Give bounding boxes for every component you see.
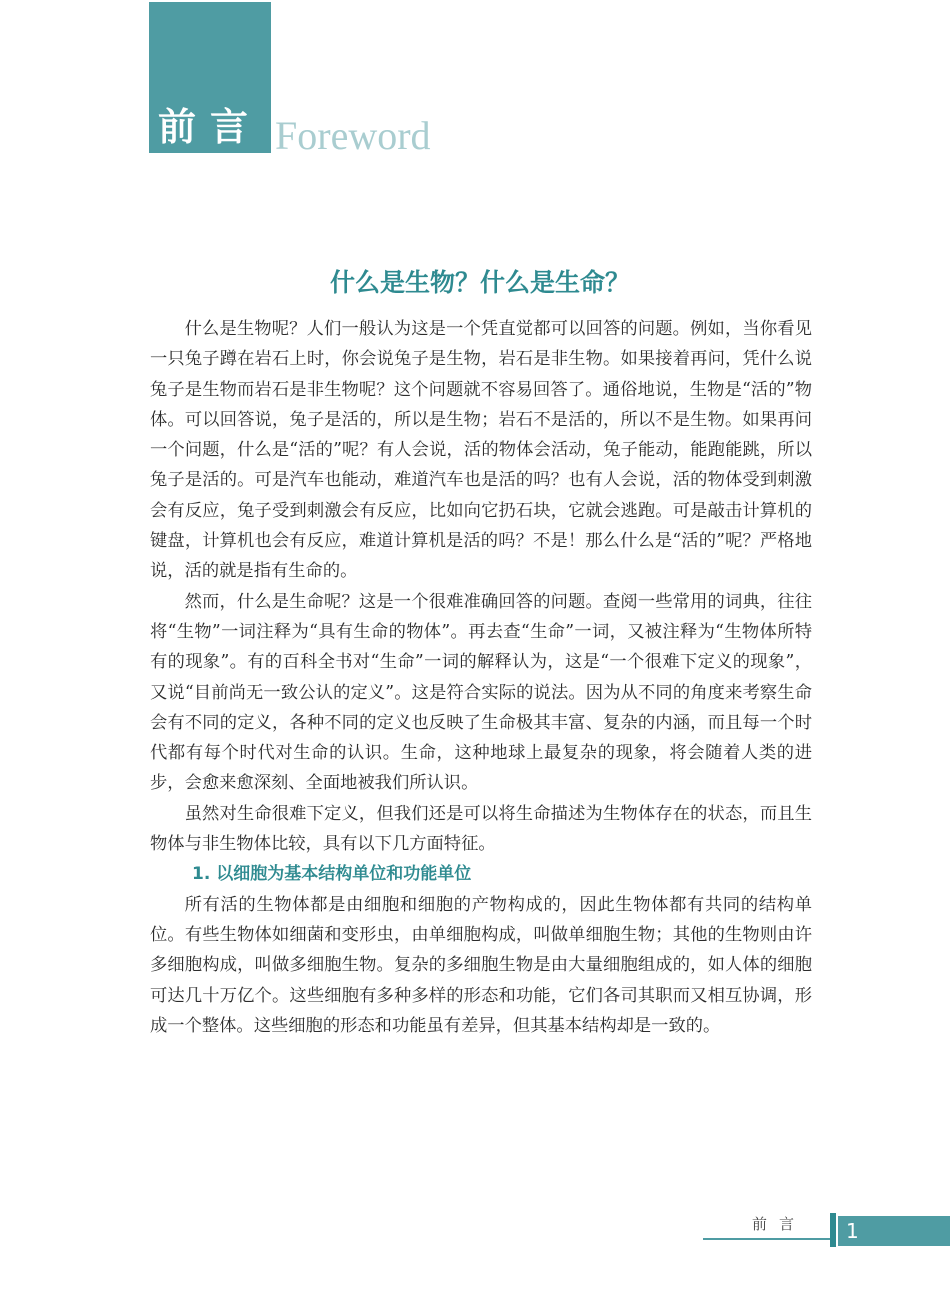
paragraph: 所有活的生物体都是由细胞和细胞的产物构成的，因此生物体都有共同的结构单位。有些生物体如细菌和变形虫，由单细胞构成，叫做单细胞生物；其他的生物则由许多细胞构成，叫做多细胞生物。复杂的多细胞生物是由大量细胞组成的，如人体的细胞可达几十万亿个。这些细胞有多种多样的形态和功能，它们各司其职而又相互协调，形成一个整体。这些细胞的形态和功能虽有差异，但其基本结构却是一致的。 <box>150 894 812 1036</box>
paragraph: 虽然对生命很难下定义，但我们还是可以将生命描述为生物体存在的状态，而且生物体与非生物体比较，具有以下几方面特征。 <box>150 803 812 855</box>
header-block <box>149 2 271 153</box>
page-number: 1 <box>846 1219 859 1243</box>
footer-accent-bar <box>830 1213 836 1247</box>
chapter-title: 前言 <box>157 104 262 149</box>
paragraph: 然而，什么是生命呢？这是一个很难准确回答的问题。查阅一些常用的词典，往往将“生物”一词注释为“具有生命的物体”。再去查“生命”一词，又被注释为“生物体所特有的现象”。有的百科全书对“生命”一词的解释认为，这是“一个很难下定义的现象”，又说“目前尚无一致公认的定义”。这是符合实际的说法。因为从不同的角度来考察生命会有不同的定义，各种不同的定义也反映了生命极其丰富、复杂的内涵，而且每一个时代都有每个时代对生命的认识。生命，这种地球上最复杂的现象，将会随着人类的进步，会愈来愈深刻、全面地被我们所认识。 <box>150 591 812 794</box>
section-heading: 1. 以细胞为基本结构单位和功能单位 <box>192 864 472 885</box>
footer-chapter-label: 前言 <box>752 1215 807 1233</box>
chapter-title-english: Foreword <box>275 113 431 158</box>
body-text <box>150 314 812 1041</box>
page-title: 什么是生物？什么是生命？ <box>329 268 630 297</box>
footer-divider <box>703 1238 835 1240</box>
paragraph: 什么是生物呢？人们一般认为这是一个凭直觉都可以回答的问题。例如，当你看见一只兔子蹲在岩石上时，你会说兔子是生物，岩石是非生物。如果接着再问，凭什么说兔子是生物而岩石是非生物呢？这个问题就不容易回答了。通俗地说，生物是“活的”物体。可以回答说，兔子是活的，所以是生物；岩石不是活的，所以不是生物。如果再问一个问题，什么是“活的”呢？有人会说，活的物体会活动，兔子能动，能跑能跳，所以兔子是活的。可是汽车也能动，难道汽车也是活的吗？也有人会说，活的物体受到刺激会有反应，兔子受到刺激会有反应，比如向它扔石块，它就会逃跑。可是敲击计算机的键盘，计算机也会有反应，难道计算机是活的吗？不是！那么什么是“活的”呢？严格地说，活的就是指有生命的。 <box>150 319 812 582</box>
page-number-tab <box>838 1216 950 1246</box>
